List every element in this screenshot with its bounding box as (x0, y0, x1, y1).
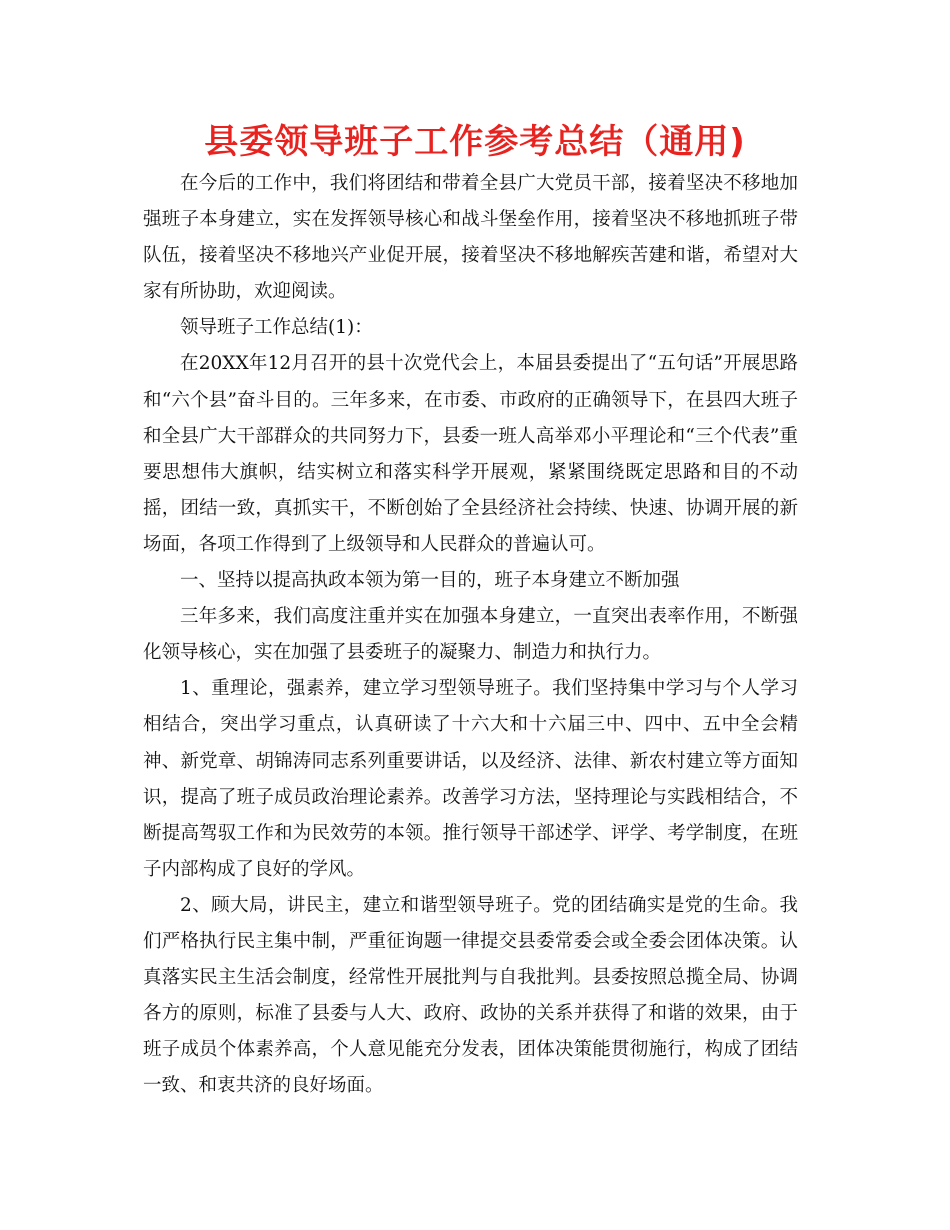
paragraph-point-2: 2、顾大局，讲民主，建立和谐型领导班子。党的团结确实是党的生命。我们严格执行民主集中制，严重征询题一律提交县委常委会或全委会团体决策。认真落实民主生活会制度，经常性开展批判与自我批判。县委按照总揽全局、协调各方的原则，标准了县委与人大、政府、政协的关系并获得了和谐的效果，由于班子成员个体素养高，个人意见能充分发表，团体决策能贯彻施行，构成了团结一致、和衷共济的良好场面。 (143, 894, 798, 1097)
document-title: 县委领导班子工作参考总结（通用) (204, 122, 746, 162)
paragraph-point-1: 1、重理论，强素养，建立学习型领导班子。我们坚持集中学习与个人学习相结合，突出学习重点，认真研读了十六大和十六届三中、四中、五中全会精神、新党章、胡锦涛同志系列重要讲话，以及经济、法律、新农村建立等方面知识，提高了班子成员政治理论素养。改善学习方法，坚持理论与实践相结合，不断提高驾驭工作和为民效劳的本领。推行领导干部述学、评学、考学制度，在班子内部构成了良好的学风。 (143, 678, 798, 880)
paragraph-intro: 在今后的工作中，我们将团结和带着全县广大党员干部，接着坚决不移地加强班子本身建立，实在发挥领导核心和战斗堡垒作用，接着坚决不移地抓班子带队伍，接着坚决不移地兴产业促开展，接着坚决不移地解疾苦建和谐，希望对大家有所协助，欢迎阅读。 (143, 173, 798, 303)
paragraph-overview: 在20XX年12月召开的县十次党代会上，本届县委提出了“五句话”开展思路和“六个县”奋斗目的。三年多来，在市委、市政府的正确领导下，在县四大班子和全县广大干部群众的共同努力下，县委一班人高举邓小平理论和“三个代表”重要思想伟大旗帜，结实树立和落实科学开展观，紧紧围绕既定思路和目的不动摇，团结一致，真抓实干，不断创始了全县经济社会持续、快速、协调开展的新场面，各项工作得到了上级领导和人民群众的普遍认可。 (143, 353, 798, 555)
paragraph-heading-1: 一、坚持以提高执政本领为第一目的，班子本身建立不断加强 (180, 570, 680, 592)
paragraph-section-label: 领导班子工作总结(1)： (180, 317, 373, 339)
document-body (143, 166, 798, 1104)
paragraph-summary: 三年多来，我们高度注重并实在加强本身建立，一直突出表率作用，不断强化领导核心，实在加强了县委班子的凝聚力、制造力和执行力。 (143, 606, 798, 664)
